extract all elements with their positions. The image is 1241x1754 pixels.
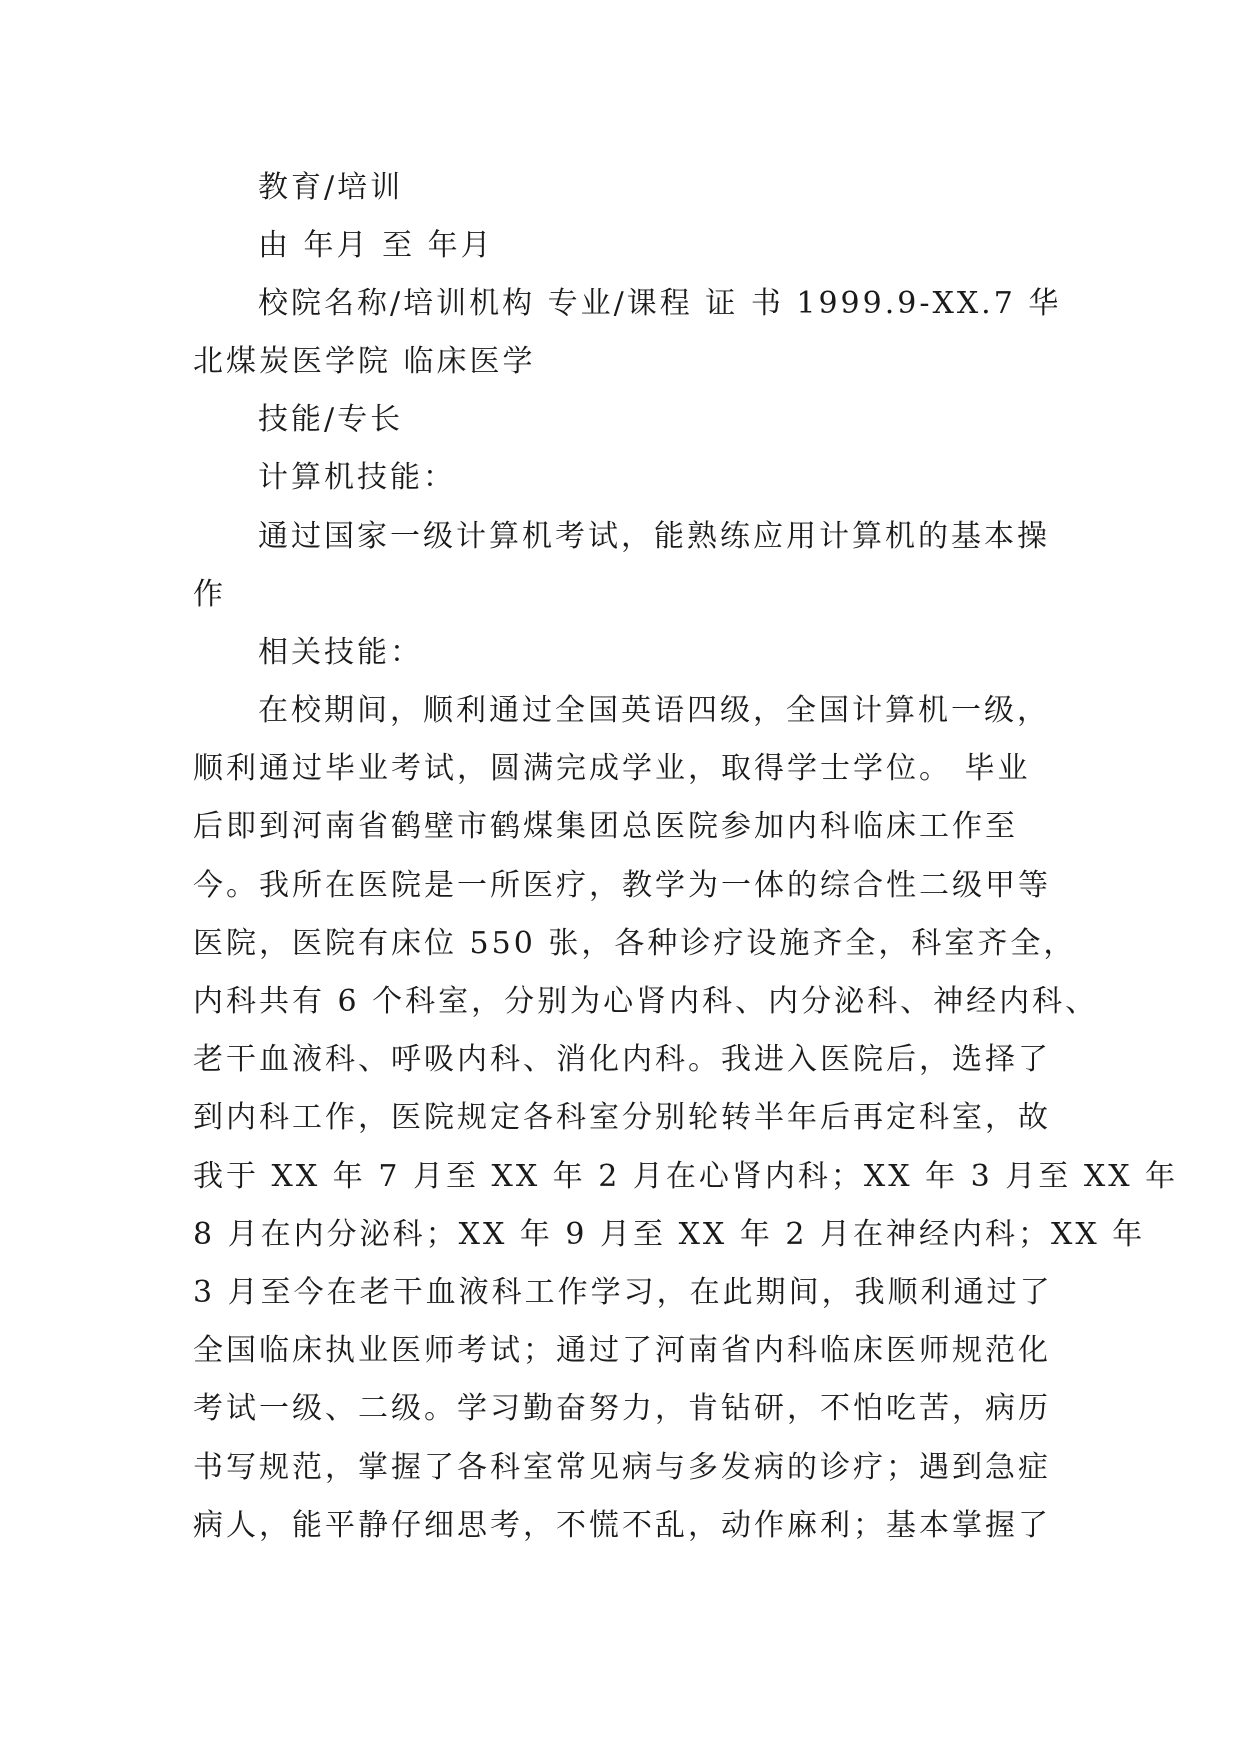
body-paragraph-line-7: 老干血液科、呼吸内科、消化内科。我进入医院后，选择了 bbox=[193, 1042, 1051, 1077]
body-paragraph-line-1: 在校期间，顺利通过全国英语四级，全国计算机一级， bbox=[258, 693, 1050, 728]
section-heading-education: 教育/培训 bbox=[258, 170, 404, 205]
body-paragraph-line-8: 到内科工作，医院规定各科室分别轮转半年后再定科室，故 bbox=[193, 1100, 1051, 1135]
body-paragraph-line-3: 后即到河南省鹤壁市鹤煤集团总医院参加内科临床工作至 bbox=[193, 809, 1018, 844]
body-paragraph-line-13: 考试一级、二级。学习勤奋努力，肯钻研，不怕吃苦，病历 bbox=[193, 1391, 1051, 1426]
body-paragraph-line-14: 书写规范，掌握了各科室常见病与多发病的诊疗；遇到急症 bbox=[193, 1450, 1051, 1485]
body-paragraph-line-9: 我于 XX 年 7 月至 XX 年 2 月在心肾内科；XX 年 3 月至 XX 年 bbox=[193, 1159, 1179, 1194]
body-paragraph-line-5: 医院，医院有床位 550 张，各种诊疗设施齐全，科室齐全， bbox=[193, 926, 1077, 961]
body-paragraph-line-4: 今。我所在医院是一所医疗，教学为一体的综合性二级甲等 bbox=[193, 868, 1051, 903]
computer-skills-text-line-1: 通过国家一级计算机考试，能熟练应用计算机的基本操 bbox=[258, 519, 1050, 554]
education-entry-line-2: 北煤炭医学院 临床医学 bbox=[193, 344, 536, 379]
education-entry-line-1: 校院名称/培训机构 专业/课程 证 书 1999.9-XX.7 华 bbox=[258, 286, 1062, 321]
section-heading-skills: 技能/专长 bbox=[258, 402, 404, 437]
computer-skills-text-line-2: 作 bbox=[193, 577, 226, 612]
body-paragraph-line-15: 病人，能平静仔细思考，不慌不乱，动作麻利；基本掌握了 bbox=[193, 1508, 1051, 1543]
date-range-line: 由 年月 至 年月 bbox=[258, 228, 494, 263]
body-paragraph-line-2: 顺利通过毕业考试，圆满完成学业，取得学士学位。 毕业 bbox=[193, 751, 1031, 786]
body-paragraph-line-6: 内科共有 6 个科室，分别为心肾内科、内分泌科、神经内科、 bbox=[193, 984, 1099, 1019]
body-paragraph-line-10: 8 月在内分泌科；XX 年 9 月至 XX 年 2 月在神经内科；XX 年 bbox=[193, 1217, 1146, 1252]
related-skills-label: 相关技能： bbox=[258, 635, 423, 670]
computer-skills-label: 计算机技能： bbox=[258, 460, 456, 495]
body-paragraph-line-11: 3 月至今在老干血液科工作学习，在此期间，我顺利通过了 bbox=[193, 1275, 1053, 1310]
body-paragraph-line-12: 全国临床执业医师考试；通过了河南省内科临床医师规范化 bbox=[193, 1333, 1051, 1368]
